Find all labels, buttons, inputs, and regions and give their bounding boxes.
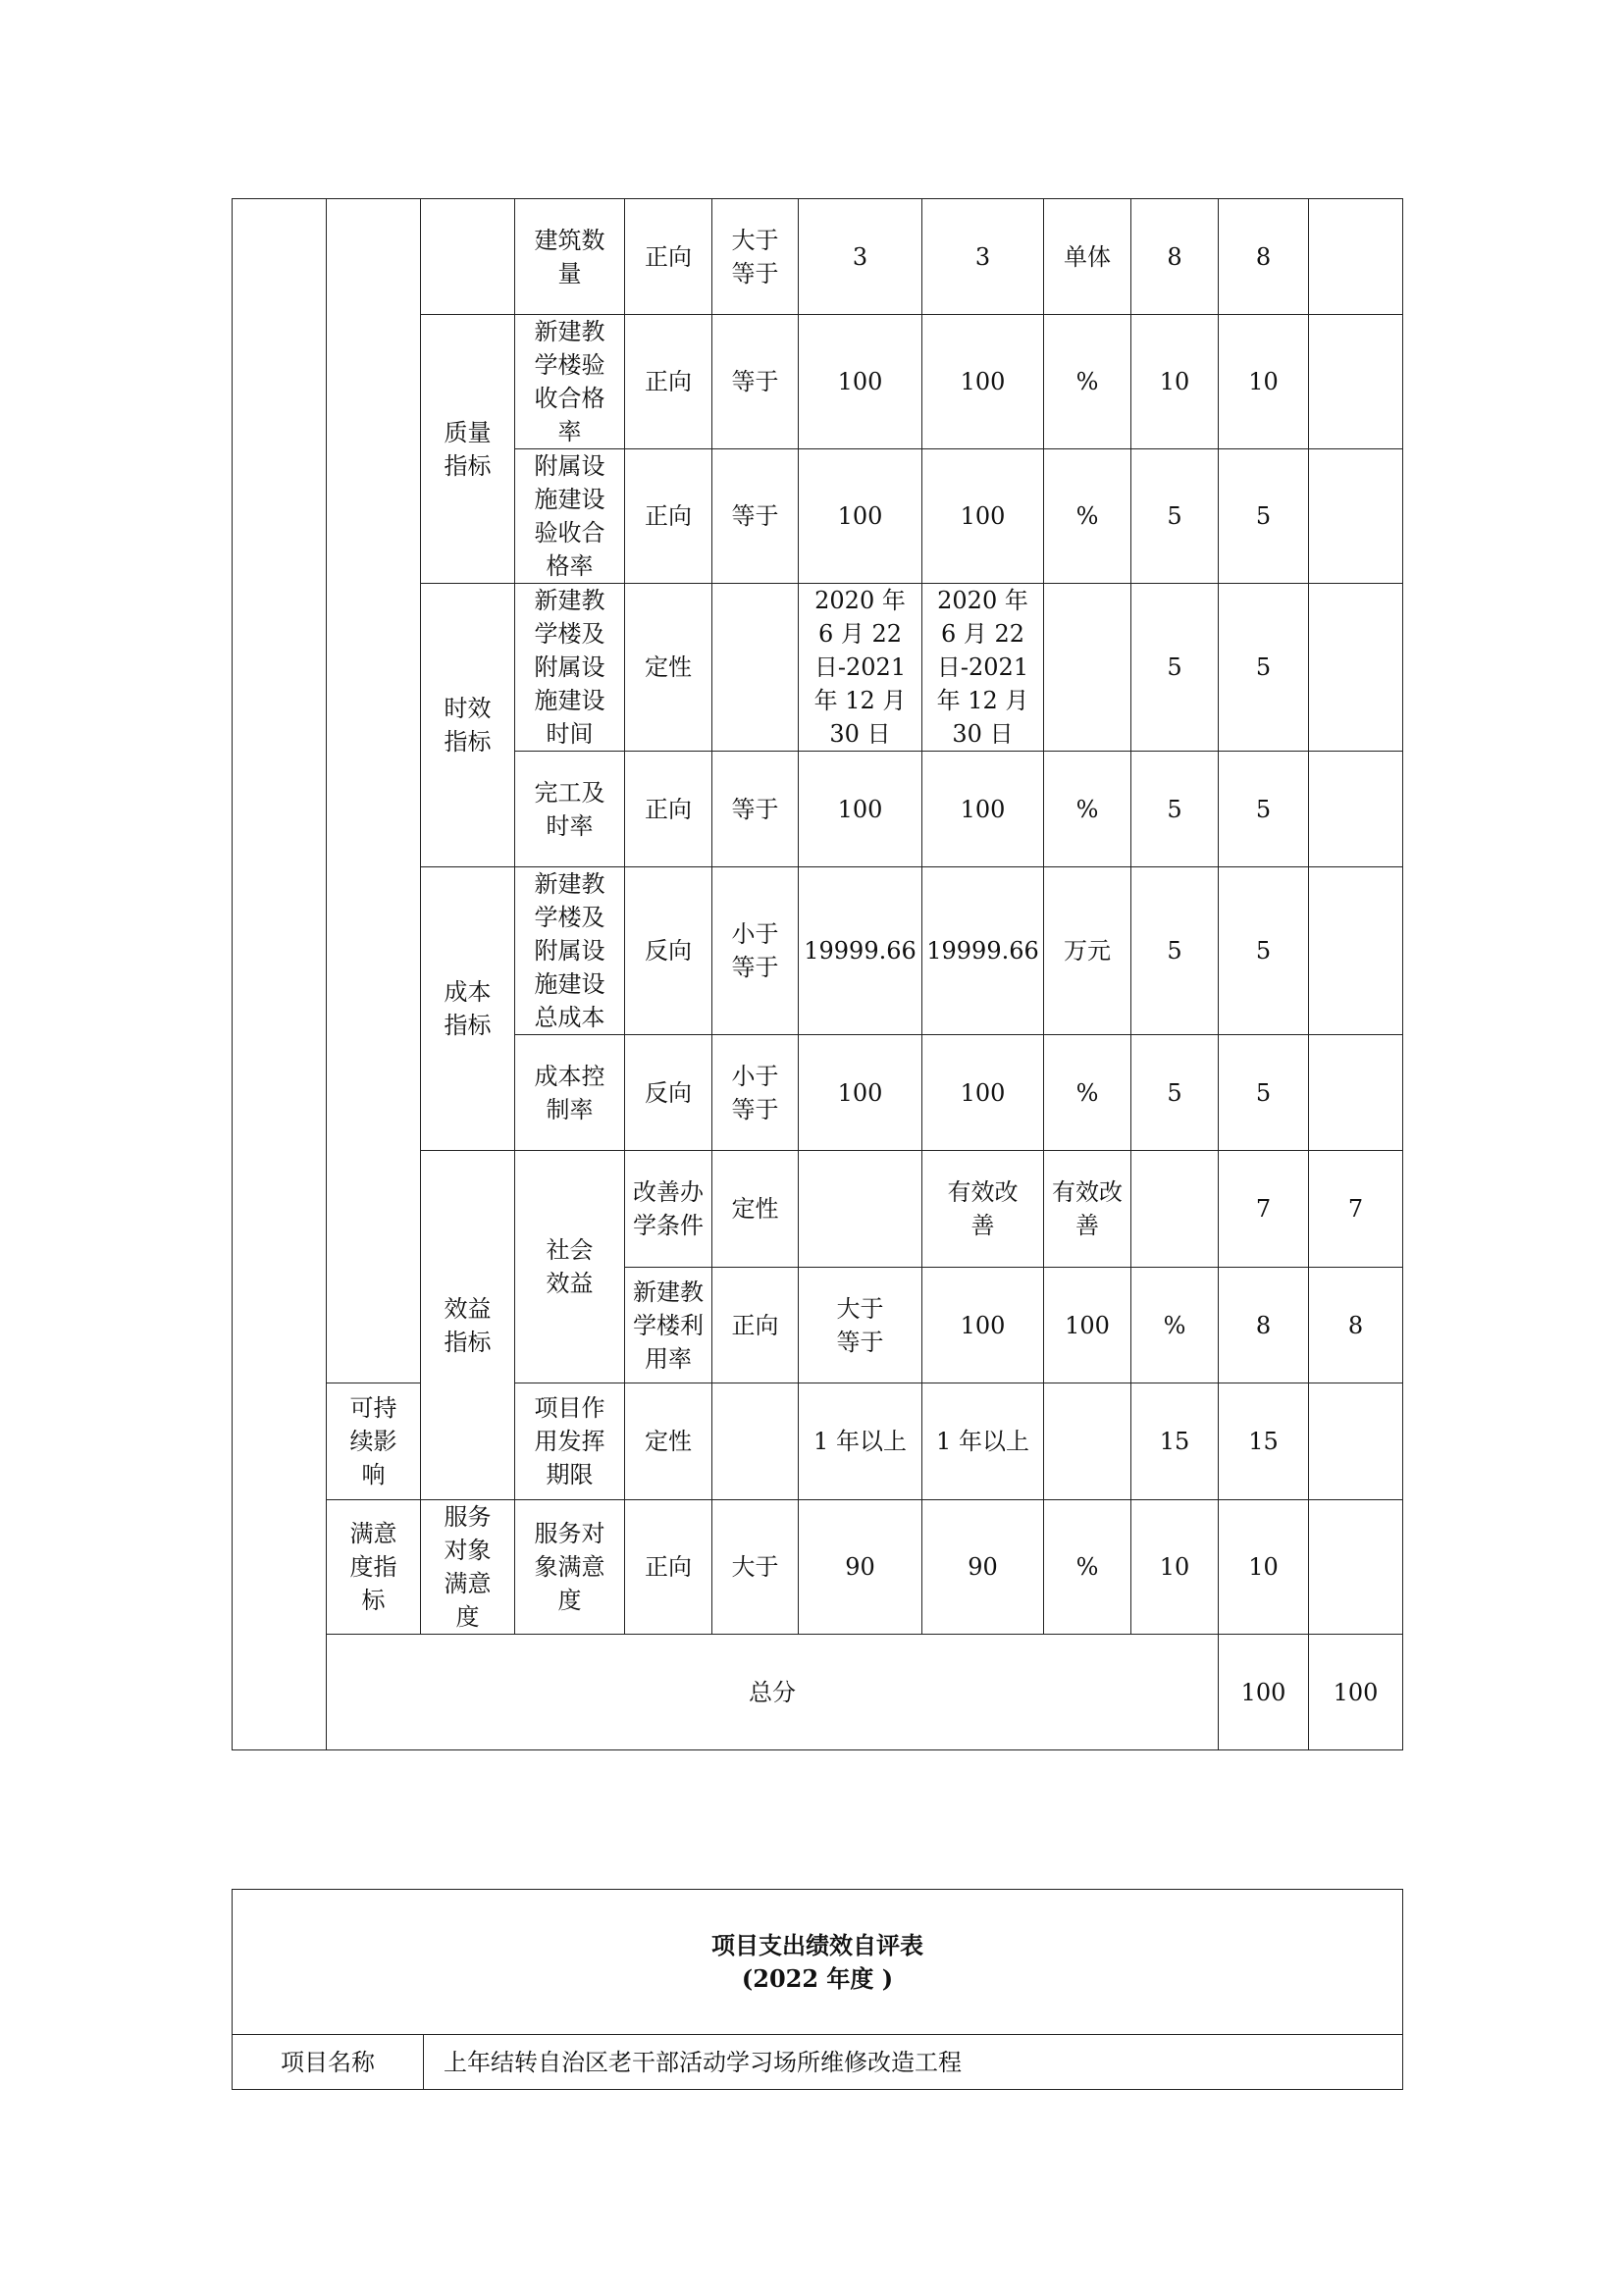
indicator-weight: 15 <box>1131 1383 1219 1500</box>
indicator-direction: 正向 <box>625 199 712 315</box>
indicator-unit: % <box>1044 1500 1131 1635</box>
indicator-unit <box>1044 1383 1131 1500</box>
indicator-note <box>1309 867 1403 1035</box>
indicator-direction: 定性 <box>625 1383 712 1500</box>
indicator-unit: % <box>1044 315 1131 449</box>
indicator-name: 完工及 时率 <box>515 752 625 867</box>
indicator-name: 服务对 象满意 度 <box>515 1500 625 1635</box>
indicator-target: 100 <box>799 449 922 584</box>
indicator-note <box>1309 449 1403 584</box>
project-name-label: 项目名称 <box>233 2035 424 2090</box>
level2-indicator-cell <box>327 199 421 1383</box>
indicator-operator: 大于 等于 <box>799 1268 922 1383</box>
indicator-target: 100 <box>922 1268 1044 1383</box>
indicator-score: 15 <box>1219 1383 1309 1500</box>
indicator-actual: 19999.66 <box>922 867 1044 1035</box>
indicator-score: 7 <box>1309 1151 1403 1268</box>
indicator-unit: % <box>1044 449 1131 584</box>
project-name-row <box>233 2035 1403 2090</box>
indicator-direction: 反向 <box>625 1035 712 1151</box>
sustainable-impact-label: 可持 续影 响 <box>327 1383 421 1500</box>
indicator-note <box>1309 584 1403 752</box>
indicator-operator: 等于 <box>712 315 799 449</box>
indicator-unit <box>1131 1151 1219 1268</box>
indicator-target: 100 <box>799 752 922 867</box>
indicator-actual: 100 <box>922 752 1044 867</box>
indicator-weight: 10 <box>1131 1500 1219 1635</box>
indicator-name: 新建教 学楼验 收合格 率 <box>515 315 625 449</box>
indicator-direction: 正向 <box>625 752 712 867</box>
indicator-score: 5 <box>1219 1035 1309 1151</box>
indicator-operator <box>799 1151 922 1268</box>
indicator-actual: 有效改 善 <box>1044 1151 1131 1268</box>
total-row <box>233 1635 1403 1750</box>
indicator-note <box>1309 199 1403 315</box>
indicator-actual: 100 <box>922 315 1044 449</box>
indicator-direction: 反向 <box>625 867 712 1035</box>
indicator-name: 附属设 施建设 验收合 格率 <box>515 449 625 584</box>
indicator-direction: 正向 <box>712 1268 799 1383</box>
indicator-score: 8 <box>1219 199 1309 315</box>
indicator-operator: 大于 <box>712 1500 799 1635</box>
indicator-actual: 100 <box>922 449 1044 584</box>
indicator-actual: 90 <box>922 1500 1044 1635</box>
indicator-direction: 正向 <box>625 449 712 584</box>
level3-indicator-cell <box>421 199 515 315</box>
form-title <box>233 1890 1403 2035</box>
indicator-operator <box>712 1383 799 1500</box>
social-benefit-label: 社会 效益 <box>515 1151 625 1383</box>
indicator-unit: 单体 <box>1044 199 1131 315</box>
indicator-operator: 小于 等于 <box>712 867 799 1035</box>
indicator-direction: 正向 <box>625 315 712 449</box>
indicator-operator: 等于 <box>712 752 799 867</box>
indicator-weight: 7 <box>1219 1151 1309 1268</box>
indicator-name: 新建教 学楼及 附属设 施建设 总成本 <box>515 867 625 1035</box>
indicator-weight: 5 <box>1131 752 1219 867</box>
indicator-note <box>1309 1500 1403 1635</box>
indicator-target: 19999.66 <box>799 867 922 1035</box>
level1-indicator-cell <box>233 199 327 1750</box>
indicator-weight: 10 <box>1131 315 1219 449</box>
table-row <box>233 1500 1403 1635</box>
table-row <box>233 199 1403 315</box>
cost-indicator-label: 成本 指标 <box>421 867 515 1151</box>
total-label: 总分 <box>327 1635 1219 1750</box>
indicator-actual: 100 <box>922 1035 1044 1151</box>
total-weight: 100 <box>1219 1635 1309 1750</box>
timeliness-indicator-label: 时效 指标 <box>421 584 515 867</box>
indicator-actual: 1 年以上 <box>922 1383 1044 1500</box>
benefit-indicator-label: 效益 指标 <box>421 1151 515 1500</box>
project-name-value: 上年结转自治区老干部活动学习场所维修改造工程 <box>424 2035 1403 2090</box>
indicator-target: 1 年以上 <box>799 1383 922 1500</box>
indicator-name: 新建教 学楼利 用率 <box>625 1268 712 1383</box>
indicator-note <box>1309 315 1403 449</box>
satisfaction-indicator-label: 满意 度指 标 <box>327 1500 421 1635</box>
self-evaluation-table <box>232 1889 1403 2090</box>
indicator-score: 8 <box>1309 1268 1403 1383</box>
indicator-operator: 等于 <box>712 449 799 584</box>
indicator-operator: 大于 等于 <box>712 199 799 315</box>
indicator-weight: 5 <box>1131 1035 1219 1151</box>
indicator-weight: 8 <box>1219 1268 1309 1383</box>
indicator-weight: 5 <box>1131 584 1219 752</box>
indicator-name: 建筑数 量 <box>515 199 625 315</box>
indicator-weight: 5 <box>1131 867 1219 1035</box>
indicator-weight: 5 <box>1131 449 1219 584</box>
indicator-note <box>1309 1383 1403 1500</box>
indicator-score: 10 <box>1219 1500 1309 1635</box>
indicator-target: 有效改 善 <box>922 1151 1044 1268</box>
indicator-name: 新建教 学楼及 附属设 施建设 时间 <box>515 584 625 752</box>
indicator-target: 100 <box>799 1035 922 1151</box>
indicator-name: 改善办 学条件 <box>625 1151 712 1268</box>
table-row <box>233 1383 1403 1500</box>
indicator-unit: % <box>1044 1035 1131 1151</box>
indicator-direction: 正向 <box>625 1500 712 1635</box>
form-year: (2022 年度 ) <box>741 1963 894 1993</box>
indicator-actual: 3 <box>922 199 1044 315</box>
indicator-weight: 8 <box>1131 199 1219 315</box>
indicator-note <box>1309 752 1403 867</box>
total-score: 100 <box>1309 1635 1403 1750</box>
indicator-operator <box>712 584 799 752</box>
performance-indicator-table <box>232 198 1403 1750</box>
indicator-unit: % <box>1044 752 1131 867</box>
form-title-text: 项目支出绩效自评表 <box>711 1930 923 1959</box>
indicator-unit: 万元 <box>1044 867 1131 1035</box>
indicator-note <box>1309 1035 1403 1151</box>
indicator-actual: 2020 年 6 月 22 日-2021 年 12 月 30 日 <box>922 584 1044 752</box>
quality-indicator-label: 质量 指标 <box>421 315 515 584</box>
indicator-target: 3 <box>799 199 922 315</box>
indicator-unit <box>1044 584 1131 752</box>
indicator-target: 2020 年 6 月 22 日-2021 年 12 月 30 日 <box>799 584 922 752</box>
indicator-unit: % <box>1131 1268 1219 1383</box>
indicator-actual: 100 <box>1044 1268 1131 1383</box>
indicator-direction: 定性 <box>625 584 712 752</box>
indicator-score: 10 <box>1219 315 1309 449</box>
indicator-operator: 小于 等于 <box>712 1035 799 1151</box>
indicator-score: 5 <box>1219 449 1309 584</box>
indicator-score: 5 <box>1219 584 1309 752</box>
indicator-target: 100 <box>799 315 922 449</box>
indicator-name: 成本控 制率 <box>515 1035 625 1151</box>
indicator-target: 90 <box>799 1500 922 1635</box>
indicator-score: 5 <box>1219 867 1309 1035</box>
indicator-score: 5 <box>1219 752 1309 867</box>
title-row <box>233 1890 1403 2035</box>
service-object-label: 服务 对象 满意 度 <box>421 1500 515 1635</box>
indicator-name: 项目作 用发挥 期限 <box>515 1383 625 1500</box>
indicator-direction: 定性 <box>712 1151 799 1268</box>
